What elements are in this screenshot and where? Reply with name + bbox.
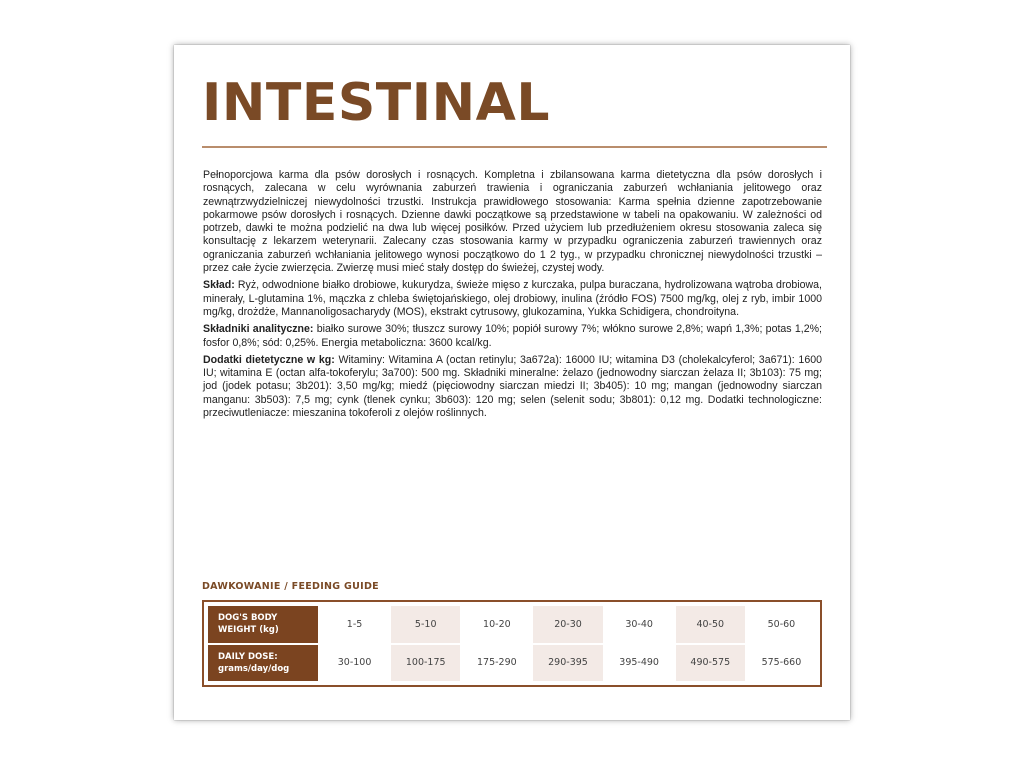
weight-cell: 50-60 (767, 618, 796, 630)
additives-text: Witaminy: Witamina A (octan retinylu; 3a672a): 16000 IU; witamina D3 (cholekalcyferol; 3a671): 1600 IU; witamina E (octan alfa-tokoferylu; 3a700): 500 mg. Składniki mineralne: żelazo (jednowodny siarczan żelaza II; 3b103): 75 mg; jod (jodek potasu; 3b201): 3,50 mg/kg; miedź (pięciowodny siarczan miedzi II; 3b405): 10 mg; mangan (jednowodny siarczan manganu: 3b503): 7,5 mg; cynk (tlenek cynku; 3b603): 120 mg; selen (selenit sodu; 3b801): 0,12 mg. Dodatki technologiczne: przeciwutleniacze: mieszanina tokoferoli z olejów roślinnych. (203, 353, 822, 420)
weight-row (208, 606, 816, 643)
weight-cell: 20-30 (533, 606, 602, 643)
composition-label: Skład: (203, 279, 235, 292)
weight-cell: 40-50 (676, 606, 745, 643)
additives-paragraph (203, 354, 822, 420)
analytical-label: Składniki analityczne: (203, 323, 314, 336)
analytical-paragraph (203, 323, 822, 350)
product-title: INTESTINAL (202, 73, 551, 133)
dose-header-line-1: DAILY DOSE: (218, 651, 278, 662)
weight-header-cell (208, 606, 318, 643)
composition-paragraph (203, 279, 822, 319)
dose-row (208, 645, 816, 682)
dose-cell: 30-100 (337, 657, 372, 669)
feeding-guide-table (202, 600, 822, 687)
weight-cell: 1-5 (346, 618, 363, 630)
product-sheet (174, 45, 850, 720)
weight-header-line-1: DOG'S BODY (218, 613, 278, 624)
analytical-text: białko surowe 30%; tłuszcz surowy 10%; popiół surowy 7%; włókno surowe 2,8%; wapń 1,3%; potas 1,2%; fosfor 0,8%; sód: 0,25%. Energia metaboliczna: 3600 kcal/kg. (203, 323, 822, 349)
dose-cell: 175-290 (477, 657, 517, 669)
dose-header-cell (208, 645, 318, 682)
dose-cell: 575-660 (761, 657, 802, 669)
description-paragraph: Pełnoporcjowa karma dla psów dorosłych i rosnących. Kompletna i zbilansowana karma dietetyczna dla psów dorosłych i rosnących, zalecana w celu wyrównania zaburzeń trawienia i ograniczania zaburzeń wchłaniania jelitowego oraz zewnątrzwydzielniczej niewydolności trzustki. Instrukcja prawidłowego stosowania: Karma spełnia dzienne zapotrzebowanie pokarmowe psów dorosłych i rosnących. Dzienne dawki początkowe są przedstawione w tabeli na opakowaniu. W zależności od potrzeb, dawki te można podzielić na dwa lub więcej posiłków. Przed użyciem lub przedłużeniem okresu stosowania zaleca się konsultację z lekarzem weterynarii. Zalecany czas stosowania karmy w przypadku ograniczenia zaburzeń trawiennych oraz ograniczania zaburzeń wchłaniania jelitowego wynosi początkowo do 1 2 tyg., w przypadku chronicznej niewydolności trzustki – przez całe życie zwierzęcia. Zwierzę musi mieć stały dostęp do świeżej, czystej wody. (203, 169, 822, 275)
dose-header-line-2: grams/day/dog (218, 663, 290, 674)
dose-cell: 395-490 (619, 657, 659, 669)
title-divider (202, 146, 827, 148)
weight-cell: 5-10 (391, 606, 460, 643)
dose-cell: 290-395 (533, 645, 602, 682)
composition-text: Ryż, odwodnione białko drobiowe, kukurydza, świeże mięso z kurczaka, pulpa buraczana, hydrolizowana wątroba drobiowa, minerały, L-glutamina 1%, mączka z chleba świętojańskiego, olej drobiowy, inulina (źródło FOS) 7500 mg/kg, olej z ryb, imbir 1000 mg/kg, drożdże, Mannanoligosacharydy (MOS), ekstrakt cytrusowy, glukozamina, Yukka Schidigera, chondroityna. (203, 279, 822, 318)
dose-cell: 100-175 (391, 645, 460, 682)
product-description-block (203, 169, 822, 424)
additives-label: Dodatki dietetyczne w kg: (203, 353, 335, 366)
weight-header-line-2: WEIGHT (kg) (218, 625, 279, 636)
dose-cell: 490-575 (676, 645, 745, 682)
weight-cell: 10-20 (483, 618, 511, 630)
feeding-guide-title: DAWKOWANIE / FEEDING GUIDE (202, 581, 379, 592)
weight-cell: 30-40 (625, 618, 653, 630)
